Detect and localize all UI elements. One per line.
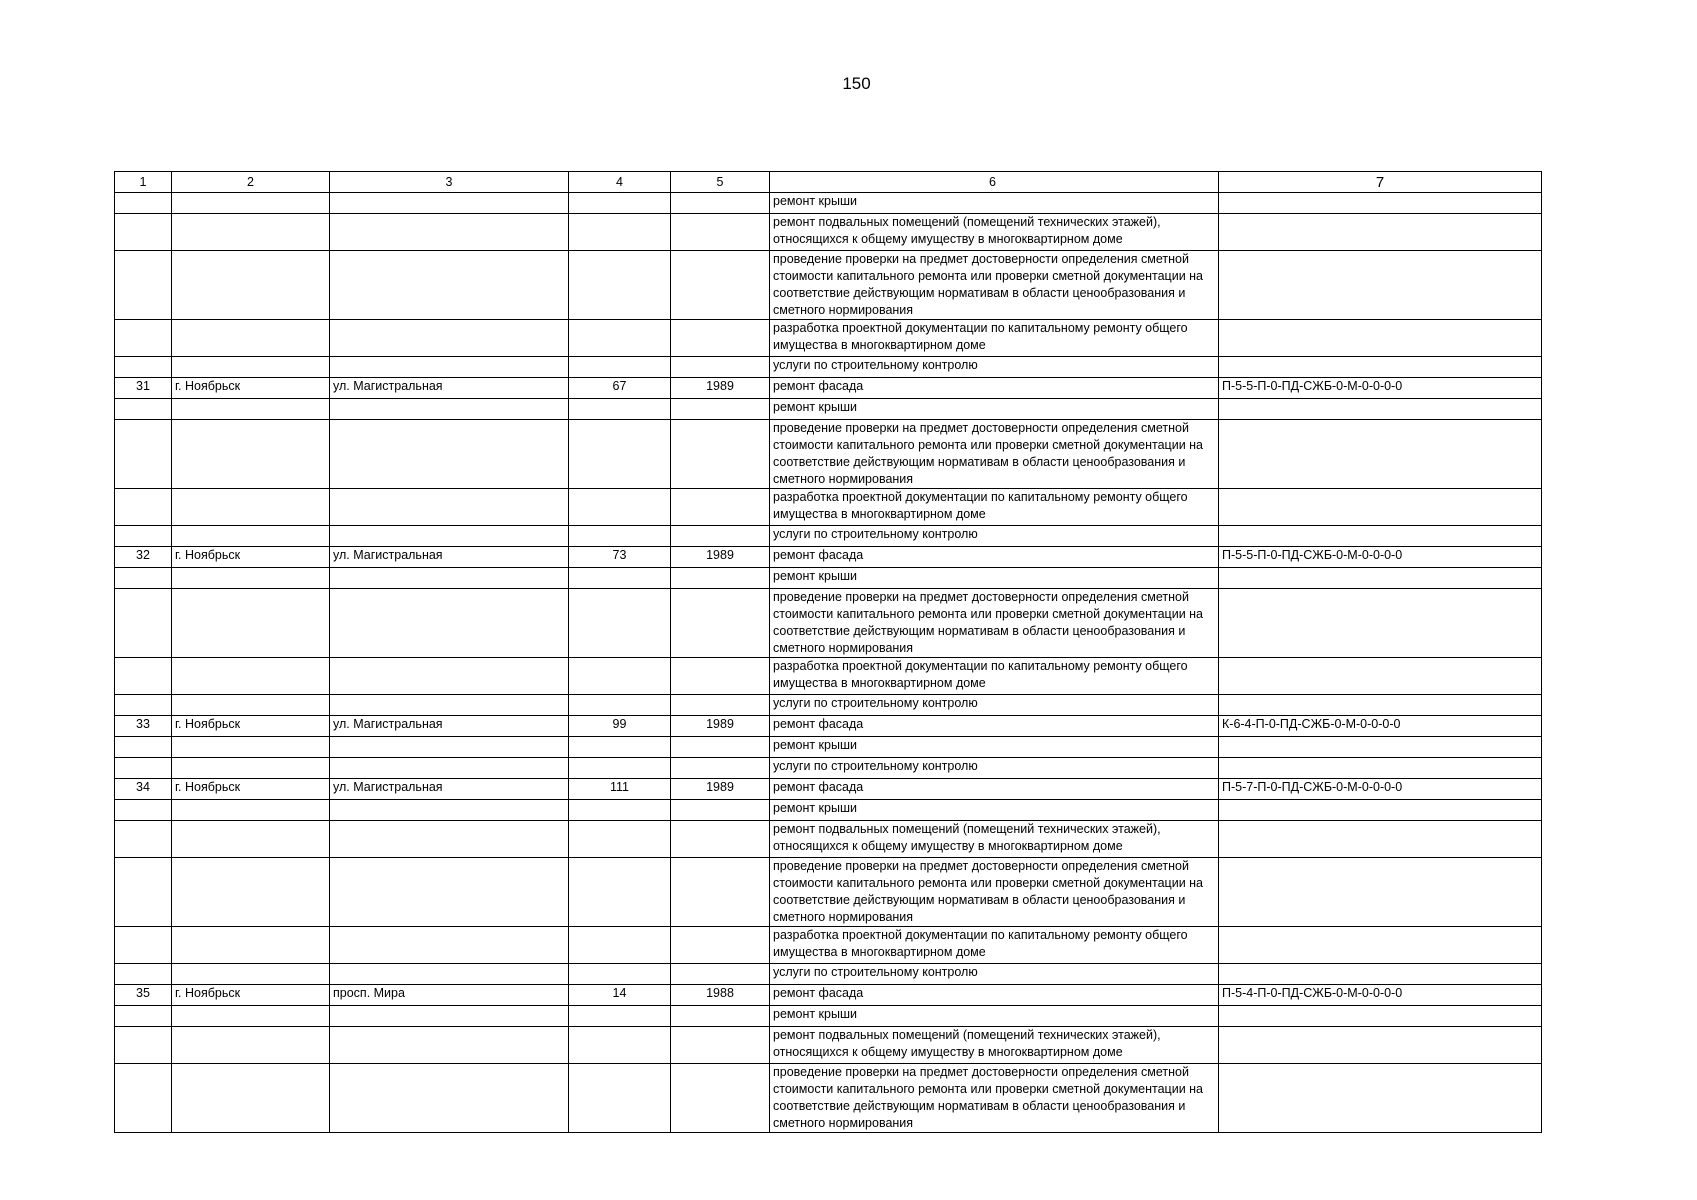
- table-row: [115, 193, 1542, 214]
- cell-number: [115, 214, 172, 251]
- cell-street: [330, 320, 569, 357]
- cell-house: [569, 858, 671, 927]
- cell-city: г. Ноябрьск: [172, 378, 330, 399]
- cell-year: [671, 420, 770, 489]
- cell-city: [172, 927, 330, 964]
- table-row: [115, 251, 1542, 320]
- cell-house: [569, 420, 671, 489]
- cell-year: [671, 489, 770, 526]
- table-row: [115, 320, 1542, 357]
- cell-city: [172, 489, 330, 526]
- cell-city: г. Ноябрьск: [172, 985, 330, 1006]
- cell-number: 33: [115, 716, 172, 737]
- cell-year: [671, 695, 770, 716]
- cell-street: ул. Магистральная: [330, 378, 569, 399]
- cell-city: [172, 193, 330, 214]
- cell-code: [1219, 399, 1542, 420]
- cell-street: [330, 858, 569, 927]
- cell-number: [115, 695, 172, 716]
- cell-city: [172, 737, 330, 758]
- cell-work-type: ремонт крыши: [770, 568, 1219, 589]
- cell-year: [671, 193, 770, 214]
- cell-house: [569, 927, 671, 964]
- cell-city: г. Ноябрьск: [172, 716, 330, 737]
- header-cell-7: 7: [1219, 172, 1542, 193]
- cell-street: [330, 568, 569, 589]
- cell-street: [330, 1064, 569, 1133]
- table-row: [115, 589, 1542, 658]
- cell-number: [115, 399, 172, 420]
- cell-street: [330, 489, 569, 526]
- cell-city: г. Ноябрьск: [172, 779, 330, 800]
- table-row: [115, 737, 1542, 758]
- cell-house: [569, 214, 671, 251]
- cell-city: [172, 1064, 330, 1133]
- cell-house: [569, 821, 671, 858]
- cell-city: [172, 695, 330, 716]
- cell-code: [1219, 695, 1542, 716]
- cell-year: [671, 357, 770, 378]
- cell-house: [569, 737, 671, 758]
- cell-street: [330, 420, 569, 489]
- cell-street: просп. Мира: [330, 985, 569, 1006]
- cell-year: 1989: [671, 716, 770, 737]
- table-row: [115, 526, 1542, 547]
- repair-registry-table: [114, 171, 1542, 1133]
- table-row: [115, 716, 1542, 737]
- table-row: [115, 985, 1542, 1006]
- cell-year: 1989: [671, 779, 770, 800]
- cell-house: 14: [569, 985, 671, 1006]
- cell-year: 1989: [671, 378, 770, 399]
- cell-code: П-5-4-П-0-ПД-СЖБ-0-М-0-0-0-0: [1219, 985, 1542, 1006]
- cell-city: [172, 1006, 330, 1027]
- cell-number: [115, 858, 172, 927]
- header-cell-2: 2: [172, 172, 330, 193]
- cell-city: [172, 526, 330, 547]
- cell-code: [1219, 526, 1542, 547]
- table-row: [115, 489, 1542, 526]
- cell-code: [1219, 964, 1542, 985]
- cell-number: [115, 737, 172, 758]
- cell-street: [330, 526, 569, 547]
- table-row: [115, 214, 1542, 251]
- header-cell-6: 6: [770, 172, 1219, 193]
- cell-house: [569, 589, 671, 658]
- table-row: [115, 779, 1542, 800]
- cell-city: [172, 568, 330, 589]
- cell-code: [1219, 1027, 1542, 1064]
- cell-code: [1219, 1006, 1542, 1027]
- cell-code: [1219, 1064, 1542, 1133]
- cell-number: [115, 927, 172, 964]
- cell-number: [115, 800, 172, 821]
- cell-street: [330, 658, 569, 695]
- cell-year: [671, 320, 770, 357]
- cell-street: [330, 927, 569, 964]
- cell-work-type: ремонт подвальных помещений (помещений технических этажей), относящихся к общему имуществу в многоквартирном доме: [770, 821, 1219, 858]
- cell-street: [330, 695, 569, 716]
- table-row: [115, 821, 1542, 858]
- cell-year: [671, 821, 770, 858]
- cell-house: [569, 758, 671, 779]
- page-number: 150: [842, 74, 871, 93]
- cell-house: [569, 489, 671, 526]
- cell-city: [172, 964, 330, 985]
- cell-year: [671, 251, 770, 320]
- cell-city: [172, 821, 330, 858]
- cell-work-type: услуги по строительному контролю: [770, 964, 1219, 985]
- cell-code: [1219, 927, 1542, 964]
- cell-city: [172, 658, 330, 695]
- cell-city: [172, 214, 330, 251]
- cell-work-type: разработка проектной документации по капитальному ремонту общего имущества в многоквартирном доме: [770, 320, 1219, 357]
- header-cell-4: 4: [569, 172, 671, 193]
- cell-work-type: разработка проектной документации по капитальному ремонту общего имущества в многоквартирном доме: [770, 927, 1219, 964]
- cell-street: ул. Магистральная: [330, 547, 569, 568]
- cell-house: [569, 568, 671, 589]
- cell-code: [1219, 420, 1542, 489]
- cell-street: [330, 193, 569, 214]
- cell-city: [172, 800, 330, 821]
- cell-house: 73: [569, 547, 671, 568]
- cell-work-type: проведение проверки на предмет достоверности определения сметной стоимости капитального ремонта или проверки сметной документации на соответствие действующим нормативам в области ценообразования и сметного нормирования: [770, 1064, 1219, 1133]
- cell-work-type: разработка проектной документации по капитальному ремонту общего имущества в многоквартирном доме: [770, 658, 1219, 695]
- cell-work-type: ремонт фасада: [770, 716, 1219, 737]
- cell-house: [569, 320, 671, 357]
- cell-year: [671, 526, 770, 547]
- cell-number: [115, 1064, 172, 1133]
- cell-year: [671, 927, 770, 964]
- cell-work-type: ремонт крыши: [770, 1006, 1219, 1027]
- cell-house: [569, 526, 671, 547]
- cell-house: 111: [569, 779, 671, 800]
- cell-code: [1219, 251, 1542, 320]
- cell-code: [1219, 821, 1542, 858]
- cell-street: [330, 399, 569, 420]
- cell-work-type: проведение проверки на предмет достоверности определения сметной стоимости капитального ремонта или проверки сметной документации на соответствие действующим нормативам в области ценообразования и сметного нормирования: [770, 589, 1219, 658]
- header-cell-5: 5: [671, 172, 770, 193]
- cell-city: [172, 858, 330, 927]
- cell-number: 34: [115, 779, 172, 800]
- table-row: [115, 658, 1542, 695]
- cell-city: [172, 251, 330, 320]
- cell-house: [569, 964, 671, 985]
- table-row: [115, 927, 1542, 964]
- cell-house: [569, 695, 671, 716]
- cell-code: [1219, 357, 1542, 378]
- cell-number: [115, 821, 172, 858]
- cell-street: [330, 800, 569, 821]
- table-row: [115, 547, 1542, 568]
- cell-house: [569, 399, 671, 420]
- cell-work-type: проведение проверки на предмет достоверности определения сметной стоимости капитального ремонта или проверки сметной документации на соответствие действующим нормативам в области ценообразования и сметного нормирования: [770, 420, 1219, 489]
- cell-work-type: ремонт фасада: [770, 985, 1219, 1006]
- cell-city: [172, 357, 330, 378]
- cell-street: ул. Магистральная: [330, 716, 569, 737]
- cell-year: [671, 589, 770, 658]
- cell-year: [671, 214, 770, 251]
- cell-year: 1988: [671, 985, 770, 1006]
- cell-code: [1219, 568, 1542, 589]
- cell-year: [671, 1006, 770, 1027]
- cell-city: [172, 399, 330, 420]
- cell-number: [115, 1006, 172, 1027]
- cell-code: П-5-5-П-0-ПД-СЖБ-0-М-0-0-0-0: [1219, 378, 1542, 399]
- cell-code: [1219, 589, 1542, 658]
- table-row: [115, 1064, 1542, 1133]
- cell-work-type: ремонт крыши: [770, 737, 1219, 758]
- cell-year: [671, 658, 770, 695]
- cell-street: ул. Магистральная: [330, 779, 569, 800]
- table-row: [115, 964, 1542, 985]
- cell-city: [172, 589, 330, 658]
- cell-work-type: проведение проверки на предмет достоверности определения сметной стоимости капитального ремонта или проверки сметной документации на соответствие действующим нормативам в области ценообразования и сметного нормирования: [770, 858, 1219, 927]
- cell-number: [115, 658, 172, 695]
- table-row: [115, 858, 1542, 927]
- cell-year: [671, 800, 770, 821]
- cell-work-type: услуги по строительному контролю: [770, 695, 1219, 716]
- table-row: [115, 399, 1542, 420]
- table-row: [115, 695, 1542, 716]
- cell-city: [172, 420, 330, 489]
- cell-number: [115, 489, 172, 526]
- cell-work-type: ремонт подвальных помещений (помещений технических этажей), относящихся к общему имуществу в многоквартирном доме: [770, 214, 1219, 251]
- cell-code: [1219, 858, 1542, 927]
- cell-year: [671, 858, 770, 927]
- table-row: [115, 378, 1542, 399]
- cell-number: 31: [115, 378, 172, 399]
- table-body: [115, 172, 1542, 1133]
- cell-work-type: услуги по строительному контролю: [770, 526, 1219, 547]
- cell-number: [115, 357, 172, 378]
- table-row: [115, 357, 1542, 378]
- cell-street: [330, 357, 569, 378]
- cell-code: [1219, 800, 1542, 821]
- table-row: [115, 1006, 1542, 1027]
- cell-number: [115, 758, 172, 779]
- cell-work-type: ремонт крыши: [770, 800, 1219, 821]
- cell-house: [569, 1027, 671, 1064]
- cell-code: [1219, 758, 1542, 779]
- cell-house: [569, 1064, 671, 1133]
- cell-year: [671, 1064, 770, 1133]
- cell-year: 1989: [671, 547, 770, 568]
- cell-street: [330, 821, 569, 858]
- cell-code: П-5-7-П-0-ПД-СЖБ-0-М-0-0-0-0: [1219, 779, 1542, 800]
- cell-number: [115, 251, 172, 320]
- cell-house: [569, 658, 671, 695]
- cell-number: [115, 1027, 172, 1064]
- cell-street: [330, 1006, 569, 1027]
- cell-number: [115, 526, 172, 547]
- table-row: [115, 420, 1542, 489]
- table-row: [115, 758, 1542, 779]
- cell-street: [330, 214, 569, 251]
- cell-number: [115, 420, 172, 489]
- cell-street: [330, 964, 569, 985]
- cell-number: [115, 193, 172, 214]
- cell-code: [1219, 214, 1542, 251]
- cell-work-type: услуги по строительному контролю: [770, 357, 1219, 378]
- cell-street: [330, 251, 569, 320]
- cell-code: [1219, 737, 1542, 758]
- cell-code: [1219, 193, 1542, 214]
- cell-code: [1219, 489, 1542, 526]
- header-row: [115, 172, 1542, 193]
- cell-year: [671, 758, 770, 779]
- cell-number: 32: [115, 547, 172, 568]
- cell-number: [115, 964, 172, 985]
- cell-house: [569, 251, 671, 320]
- cell-city: [172, 758, 330, 779]
- cell-house: 67: [569, 378, 671, 399]
- cell-code: [1219, 658, 1542, 695]
- cell-work-type: проведение проверки на предмет достоверности определения сметной стоимости капитального ремонта или проверки сметной документации на соответствие действующим нормативам в области ценообразования и сметного нормирования: [770, 251, 1219, 320]
- cell-year: [671, 737, 770, 758]
- cell-work-type: ремонт фасада: [770, 547, 1219, 568]
- cell-year: [671, 399, 770, 420]
- cell-number: [115, 320, 172, 357]
- cell-work-type: ремонт фасада: [770, 378, 1219, 399]
- cell-street: [330, 589, 569, 658]
- cell-house: [569, 800, 671, 821]
- cell-street: [330, 737, 569, 758]
- cell-number: 35: [115, 985, 172, 1006]
- cell-house: 99: [569, 716, 671, 737]
- cell-work-type: ремонт крыши: [770, 399, 1219, 420]
- cell-work-type: ремонт крыши: [770, 193, 1219, 214]
- cell-street: [330, 758, 569, 779]
- table-row: [115, 1027, 1542, 1064]
- cell-house: [569, 193, 671, 214]
- cell-house: [569, 1006, 671, 1027]
- header-cell-1: 1: [115, 172, 172, 193]
- cell-city: г. Ноябрьск: [172, 547, 330, 568]
- table-row: [115, 800, 1542, 821]
- cell-city: [172, 320, 330, 357]
- cell-house: [569, 357, 671, 378]
- cell-work-type: ремонт фасада: [770, 779, 1219, 800]
- cell-street: [330, 1027, 569, 1064]
- cell-year: [671, 1027, 770, 1064]
- cell-work-type: услуги по строительному контролю: [770, 758, 1219, 779]
- cell-code: [1219, 320, 1542, 357]
- table-row: [115, 568, 1542, 589]
- cell-number: [115, 568, 172, 589]
- cell-code: К-6-4-П-0-ПД-СЖБ-0-М-0-0-0-0: [1219, 716, 1542, 737]
- cell-year: [671, 964, 770, 985]
- cell-code: П-5-5-П-0-ПД-СЖБ-0-М-0-0-0-0: [1219, 547, 1542, 568]
- cell-work-type: ремонт подвальных помещений (помещений технических этажей), относящихся к общему имуществу в многоквартирном доме: [770, 1027, 1219, 1064]
- cell-year: [671, 568, 770, 589]
- cell-work-type: разработка проектной документации по капитальному ремонту общего имущества в многоквартирном доме: [770, 489, 1219, 526]
- header-cell-3: 3: [330, 172, 569, 193]
- cell-number: [115, 589, 172, 658]
- cell-city: [172, 1027, 330, 1064]
